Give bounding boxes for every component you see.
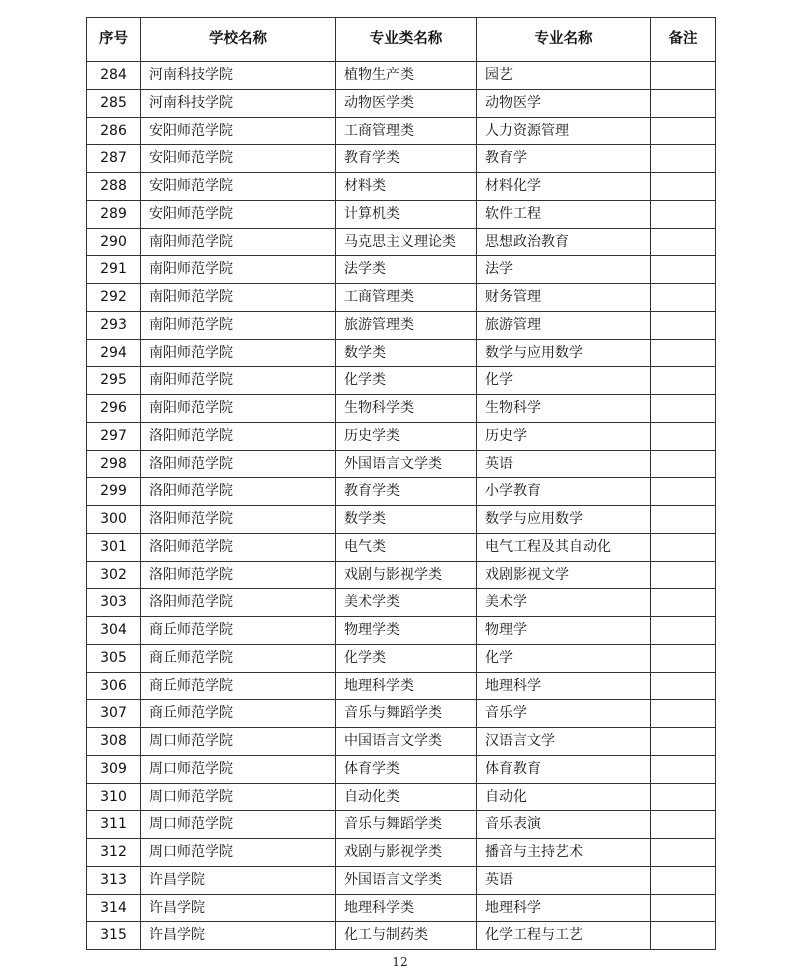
cell-remarks [651,561,716,589]
cell-remarks [651,311,716,339]
cell-school-name: 洛阳师范学院 [141,533,336,561]
cell-major-name: 化学 [477,644,651,672]
cell-serial-number: 291 [87,256,141,284]
cell-major-name: 生物科学 [477,395,651,423]
cell-serial-number: 311 [87,811,141,839]
cell-remarks [651,228,716,256]
cell-serial-number: 306 [87,672,141,700]
cell-serial-number: 285 [87,89,141,117]
cell-major-name: 财务管理 [477,284,651,312]
cell-serial-number: 293 [87,311,141,339]
cell-major-category: 戏剧与影视学类 [336,561,477,589]
cell-remarks [651,700,716,728]
cell-major-category: 中国语言文学类 [336,728,477,756]
cell-major-category: 计算机类 [336,200,477,228]
cell-school-name: 河南科技学院 [141,89,336,117]
table-row [87,478,716,506]
cell-remarks [651,866,716,894]
cell-major-category: 工商管理类 [336,284,477,312]
cell-major-name: 化学 [477,367,651,395]
table-row [87,755,716,783]
cell-serial-number: 313 [87,866,141,894]
table-row [87,311,716,339]
cell-major-name: 英语 [477,450,651,478]
cell-remarks [651,811,716,839]
table-row [87,422,716,450]
cell-remarks [651,395,716,423]
cell-serial-number: 288 [87,173,141,201]
cell-serial-number: 312 [87,839,141,867]
cell-major-name: 园艺 [477,62,651,90]
table-row [87,367,716,395]
table-row [87,672,716,700]
table-row [87,894,716,922]
cell-remarks [651,117,716,145]
cell-major-category: 化学类 [336,644,477,672]
cell-serial-number: 308 [87,728,141,756]
cell-serial-number: 304 [87,617,141,645]
cell-major-name: 播音与主持艺术 [477,839,651,867]
cell-major-category: 马克思主义理论类 [336,228,477,256]
cell-serial-number: 287 [87,145,141,173]
table-row [87,811,716,839]
cell-major-category: 化工与制药类 [336,922,477,950]
table-row [87,728,716,756]
cell-serial-number: 299 [87,478,141,506]
cell-school-name: 洛阳师范学院 [141,478,336,506]
cell-school-name: 洛阳师范学院 [141,589,336,617]
cell-school-name: 许昌学院 [141,894,336,922]
cell-serial-number: 294 [87,339,141,367]
cell-major-category: 体育学类 [336,755,477,783]
header-school-name: 学校名称 [141,18,336,62]
cell-major-name: 音乐表演 [477,811,651,839]
cell-remarks [651,672,716,700]
header-remarks: 备注 [651,18,716,62]
cell-major-category: 音乐与舞蹈学类 [336,811,477,839]
table-row [87,700,716,728]
cell-serial-number: 292 [87,284,141,312]
cell-major-name: 自动化 [477,783,651,811]
cell-remarks [651,200,716,228]
major-list-table [86,17,716,950]
cell-major-category: 化学类 [336,367,477,395]
cell-remarks [651,284,716,312]
cell-school-name: 周口师范学院 [141,811,336,839]
cell-remarks [651,755,716,783]
cell-major-name: 小学教育 [477,478,651,506]
cell-school-name: 商丘师范学院 [141,644,336,672]
cell-remarks [651,422,716,450]
table-row [87,145,716,173]
cell-major-category: 地理科学类 [336,894,477,922]
cell-school-name: 商丘师范学院 [141,672,336,700]
cell-school-name: 南阳师范学院 [141,311,336,339]
cell-school-name: 南阳师范学院 [141,339,336,367]
header-major-category: 专业类名称 [336,18,477,62]
cell-major-category: 动物医学类 [336,89,477,117]
cell-school-name: 安阳师范学院 [141,117,336,145]
cell-major-category: 旅游管理类 [336,311,477,339]
table-row [87,783,716,811]
cell-serial-number: 309 [87,755,141,783]
cell-major-category: 历史学类 [336,422,477,450]
cell-remarks [651,506,716,534]
table-row [87,395,716,423]
cell-remarks [651,617,716,645]
table-row [87,506,716,534]
cell-remarks [651,728,716,756]
cell-serial-number: 307 [87,700,141,728]
cell-major-category: 地理科学类 [336,672,477,700]
cell-school-name: 许昌学院 [141,922,336,950]
table-row [87,89,716,117]
cell-major-category: 美术学类 [336,589,477,617]
cell-major-name: 法学 [477,256,651,284]
cell-serial-number: 284 [87,62,141,90]
table-row [87,644,716,672]
cell-major-name: 教育学 [477,145,651,173]
cell-major-name: 音乐学 [477,700,651,728]
cell-remarks [651,145,716,173]
cell-major-category: 电气类 [336,533,477,561]
cell-school-name: 周口师范学院 [141,839,336,867]
table-row [87,617,716,645]
cell-school-name: 商丘师范学院 [141,700,336,728]
cell-serial-number: 286 [87,117,141,145]
table-header [87,18,716,62]
cell-major-category: 音乐与舞蹈学类 [336,700,477,728]
cell-major-category: 植物生产类 [336,62,477,90]
cell-remarks [651,894,716,922]
cell-school-name: 商丘师范学院 [141,617,336,645]
cell-major-name: 体育教育 [477,755,651,783]
cell-remarks [651,173,716,201]
cell-serial-number: 302 [87,561,141,589]
cell-major-name: 数学与应用数学 [477,506,651,534]
cell-major-category: 自动化类 [336,783,477,811]
cell-school-name: 南阳师范学院 [141,284,336,312]
cell-serial-number: 298 [87,450,141,478]
cell-serial-number: 314 [87,894,141,922]
cell-major-category: 戏剧与影视学类 [336,839,477,867]
cell-major-category: 材料类 [336,173,477,201]
cell-major-name: 美术学 [477,589,651,617]
cell-major-name: 软件工程 [477,200,651,228]
cell-major-name: 材料化学 [477,173,651,201]
header-serial-number: 序号 [87,18,141,62]
cell-major-name: 地理科学 [477,894,651,922]
cell-major-name: 地理科学 [477,672,651,700]
table-row [87,561,716,589]
cell-school-name: 南阳师范学院 [141,256,336,284]
cell-school-name: 洛阳师范学院 [141,506,336,534]
cell-major-category: 物理学类 [336,617,477,645]
table-row [87,173,716,201]
cell-major-category: 数学类 [336,339,477,367]
cell-remarks [651,450,716,478]
header-major-name: 专业名称 [477,18,651,62]
cell-major-name: 人力资源管理 [477,117,651,145]
cell-remarks [651,339,716,367]
cell-major-category: 教育学类 [336,478,477,506]
cell-major-name: 历史学 [477,422,651,450]
header-row [87,18,716,62]
table-row [87,62,716,90]
cell-remarks [651,783,716,811]
cell-major-name: 思想政治教育 [477,228,651,256]
cell-major-name: 戏剧影视文学 [477,561,651,589]
cell-major-name: 英语 [477,866,651,894]
cell-remarks [651,589,716,617]
cell-school-name: 南阳师范学院 [141,395,336,423]
table-row [87,839,716,867]
cell-serial-number: 296 [87,395,141,423]
cell-serial-number: 310 [87,783,141,811]
table-row [87,200,716,228]
cell-school-name: 周口师范学院 [141,783,336,811]
table-body [87,62,716,950]
cell-serial-number: 315 [87,922,141,950]
cell-school-name: 南阳师范学院 [141,367,336,395]
cell-major-category: 外国语言文学类 [336,866,477,894]
cell-major-name: 汉语言文学 [477,728,651,756]
cell-school-name: 安阳师范学院 [141,145,336,173]
cell-serial-number: 289 [87,200,141,228]
cell-serial-number: 300 [87,506,141,534]
cell-remarks [651,367,716,395]
cell-major-category: 工商管理类 [336,117,477,145]
cell-remarks [651,89,716,117]
cell-serial-number: 303 [87,589,141,617]
cell-major-name: 旅游管理 [477,311,651,339]
cell-major-name: 动物医学 [477,89,651,117]
cell-major-category: 外国语言文学类 [336,450,477,478]
cell-serial-number: 290 [87,228,141,256]
table-row [87,256,716,284]
cell-remarks [651,839,716,867]
table-row [87,228,716,256]
cell-remarks [651,533,716,561]
page-number: 12 [392,955,408,969]
cell-major-category: 教育学类 [336,145,477,173]
table-row [87,450,716,478]
cell-major-name: 化学工程与工艺 [477,922,651,950]
cell-school-name: 洛阳师范学院 [141,561,336,589]
cell-serial-number: 305 [87,644,141,672]
cell-major-category: 法学类 [336,256,477,284]
cell-school-name: 许昌学院 [141,866,336,894]
cell-remarks [651,644,716,672]
cell-remarks [651,922,716,950]
table-row [87,339,716,367]
cell-school-name: 洛阳师范学院 [141,422,336,450]
table-row [87,589,716,617]
cell-remarks [651,478,716,506]
cell-major-category: 生物科学类 [336,395,477,423]
cell-remarks [651,62,716,90]
major-list-table-container [86,17,715,950]
cell-school-name: 洛阳师范学院 [141,450,336,478]
cell-major-name: 电气工程及其自动化 [477,533,651,561]
table-row [87,922,716,950]
cell-school-name: 周口师范学院 [141,755,336,783]
cell-major-category: 数学类 [336,506,477,534]
cell-school-name: 南阳师范学院 [141,228,336,256]
cell-major-name: 物理学 [477,617,651,645]
cell-school-name: 周口师范学院 [141,728,336,756]
cell-remarks [651,256,716,284]
cell-serial-number: 295 [87,367,141,395]
cell-school-name: 安阳师范学院 [141,173,336,201]
table-row [87,533,716,561]
cell-school-name: 河南科技学院 [141,62,336,90]
table-row [87,284,716,312]
cell-major-name: 数学与应用数学 [477,339,651,367]
cell-serial-number: 301 [87,533,141,561]
cell-school-name: 安阳师范学院 [141,200,336,228]
table-row [87,866,716,894]
cell-serial-number: 297 [87,422,141,450]
table-row [87,117,716,145]
